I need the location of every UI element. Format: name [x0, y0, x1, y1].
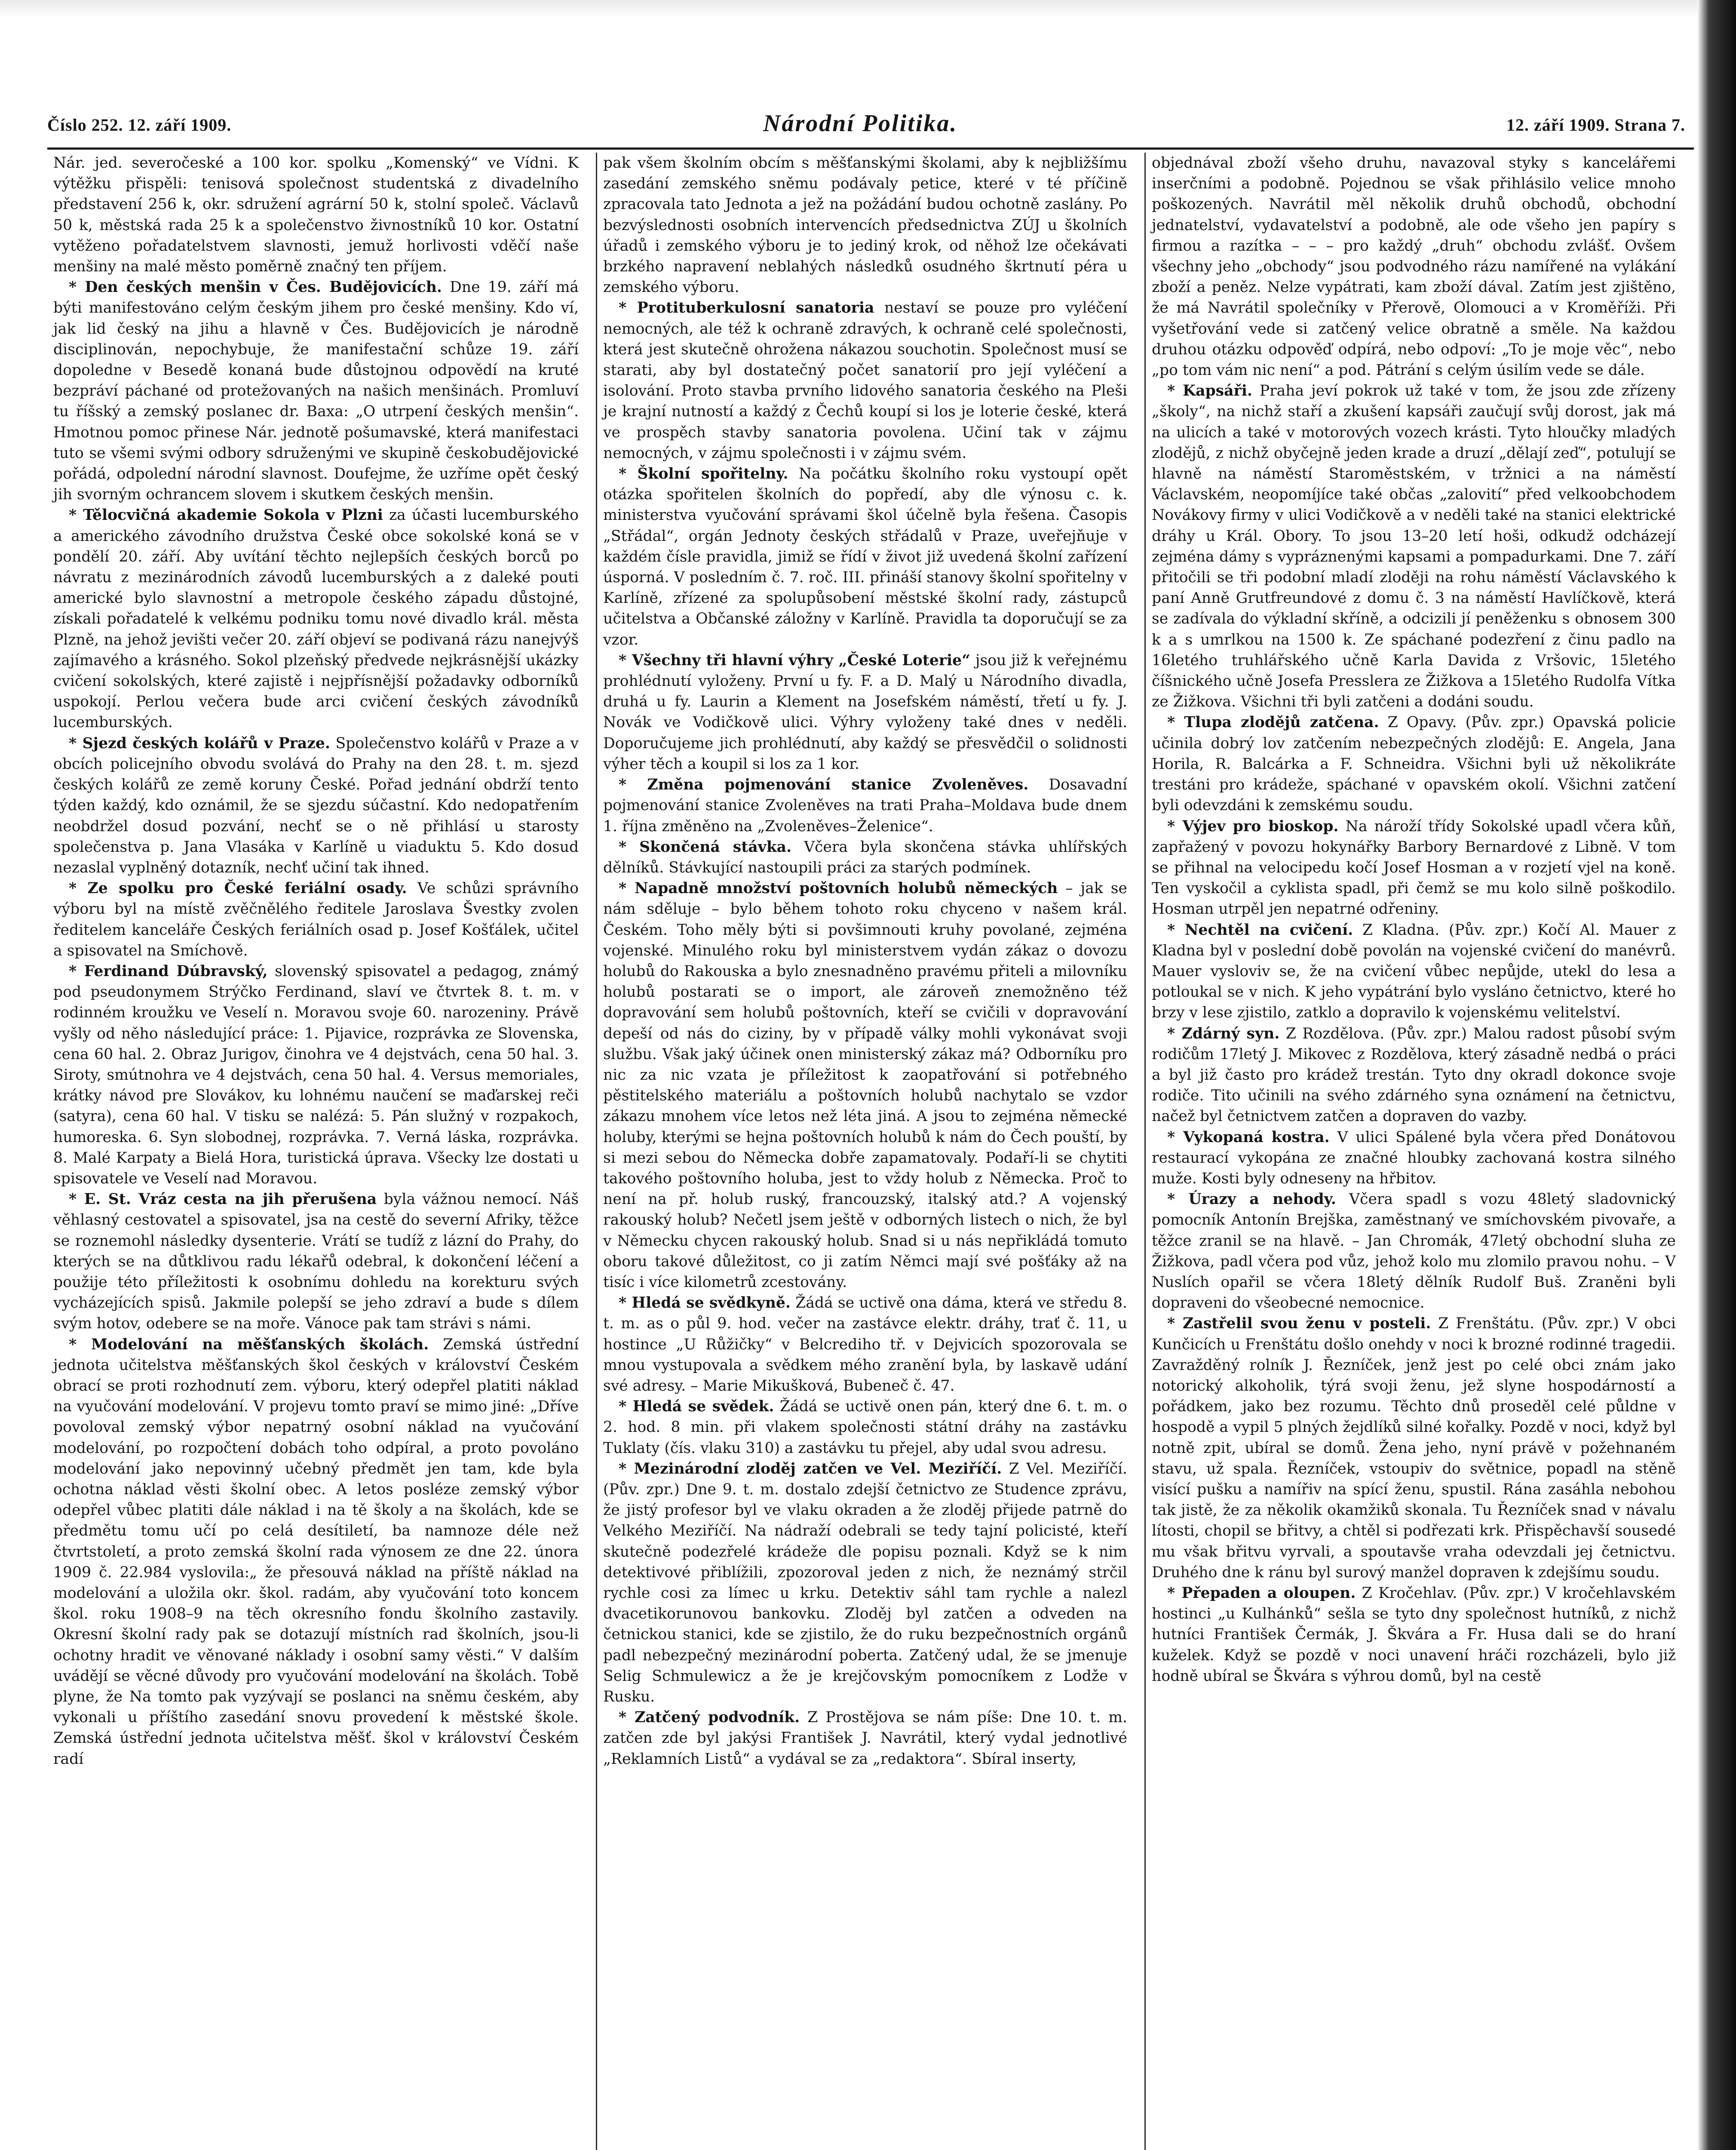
scan-top-edge [0, 0, 1736, 17]
article-paragraph [1152, 1583, 1676, 1686]
article-headline: * Všechny tři hlavní výhry „České Loterie“ [619, 651, 970, 669]
article-text: Včera spadl s vozu 48letý sladovnický pomocník Antonín Brejška, zaměstnaný ve smíchovském pivovaře, a těžce zranil se na hlavě. – Jan Chromák, 47letý obchodní sluha ze Žižkova, padl včera pod vůz, jehož kolo mu zlomilo pravou nohu. – V Nuslích opařil se včera 18letý dělník Rudolf Buš. Zraněni byli dopraveni do všeobecné nemocnice. [1152, 1191, 1676, 1312]
article-headline: * E. St. Vráz cesta na jih přerušena [69, 1191, 377, 1208]
column-2 [596, 153, 1133, 2150]
article-text: Z Kročehlav. (Pův. zpr.) V kročehlavském hostinci „u Kulhánků“ sešla se tyto dny společnost hutníků, z nichž hutníci František Čermák, J. Škvára a Fr. Husa dali se do hraní kuželek. Když se pozdě v noci unavení hráči rozcházeli, bylo již hodně ubíral se Škvára s výhrou domů, byl na cestě [1152, 1585, 1676, 1685]
article-headline: * Přepaden a oloupen. [1167, 1585, 1356, 1602]
article-text: Z Vel. Meziříčí. (Pův. zpr.) Dne 9. t. m. dostalo zdejší četnictvo ze Studence zprávu, že jistý profesor byl ve vlaku okraden a že zloděj přijede patrně do Velkého Meziříčí. Na nádraží odebrali se tedy tajní policisté, kteří skutečně podezřelé krádeže dle popisu poznali. Když se k nim detektivové přiblížili, zpozoroval jeden z nich, že neznámý strčil rychle cosi za límec u krku. Detektiv sáhl tam rychle a nalezl dvacetikorunovou bankovku. Zloděj byl zatčen a odveden na četnickou stanici, kde se zjistilo, že do ruku bezpečnostních orgánů padl nebezpečný mezinárodní poberta. Zatčený udal, že se jmenuje Selig Schmulewicz a že je krejčovským pomocníkem z Lodže v Rusku. [603, 1460, 1128, 1706]
article-text: Společenstvo kolářů v Praze a v obcích policejního obvodu svolává do Prahy na den 28. t. m. sjezd českých kolářů ze země koruny České. Pořad jednání obdrží tento týden každý, kdo oznámil, že se sjezdu súčastní. Kdo nedopatřením neobdržel dosud pozvání, nechť se o ně přihlásí u starosty společenstva p. Jana Vlasáka v Karlíně u viaduktu 5. Kdo dosud nezaslal vyplněný dotazník, nechť učiní tak ihned. [53, 734, 579, 876]
article-text: Z Prostějova se nám píše: Dne 10. t. m. zatčen zde byl jakýsi František J. Navrátil, který vydal jednotlivé „Reklamních Listů“ a vydával se za „redaktora“. Sbíral inserty, [603, 1709, 1127, 1768]
article-paragraph [603, 1707, 1127, 1769]
article-paragraph [603, 153, 1127, 298]
article-paragraph [53, 1189, 579, 1334]
article-text: Na nároží třídy Sokolské upadl včera kůň, zapřažený v povozu hokynářky Barbory Bernardové z Libně. V tom se přihnal na velocipedu kočí Josef Hosman a v rozjetí vjel na koně. Ten vyskočil a cyklista spadl, při čemž se mu kolo silně poškodilo. Hosman utrpěl jen nepatrné odřeniny. [1152, 817, 1676, 918]
article-paragraph [1152, 816, 1676, 920]
article-headline: * Zdárný syn. [1167, 1025, 1280, 1042]
article-paragraph [603, 464, 1127, 650]
article-text: V ulici Spálené byla včera před Donátovou restaurací vykopána ze značné hloubky zachovaná kostra silného muže. Kosti byly odneseny na hřbitov. [1152, 1128, 1676, 1187]
article-text: objednával zboží všeho druhu, navazoval styky s kancelářemi inserčními a podobně. Pojednou se však přihlásilo velice mnoho poškozených. Navrátil měl několik druhů obchodů, obchodní jednatelství, vydavatelství a podobně, ale ode všeho jen papíry s firmou a razítka – – – pro každý „druh“ obchodu zvlášť. Ovšem všechny jeho „obchody“ jsou podvodného rázu namířené na vylákání zboží a peněz. Nelze vypátrati, kam zboží dával. Zatím jest zjištěno, že má Navrátil společníky v Přerově, Olomouci a v Kroměříži. Při vyšetřování vede si zatčený velice obratně a směle. Na každou druhou otázku odpověď odpírá, nebo odpoví: „To je moje věc“, nebo „po tom vám nic není“ a pod. Pátrání s celým úsilím vede se dále. [1152, 154, 1676, 379]
article-headline: * Výjev pro bioskop. [1167, 817, 1339, 835]
article-paragraph [603, 837, 1127, 878]
article-text: Ve schůzi správního výboru byl na místě zvěčnělého ředitele Jaroslava Švestky zvolen ředitelem kanceláře Českých feriálních osad p. Josef Košťálek, učitel a spisovatel na Smíchově. [53, 880, 579, 959]
article-headline: * Den českých menšin v Čes. Budějovicích. [69, 279, 442, 296]
article-headline: * Kapsáři. [1167, 382, 1252, 400]
article-paragraph [1152, 1023, 1676, 1127]
article-text: Žádá se uctivě ona dáma, která ve středu 8. t. m. as o půl 9. hod. večer na zastávce elektr. dráhy, trať č. 11, u hostince „U Růžičky“ v Belcrediho tř. v Dejvicích spozorovala se mnou vystupovala a svědkem mého zranění byla, by laskavě udání své adresy. – Marie Mikušková, Bubeneč č. 47. [603, 1294, 1127, 1394]
article-paragraph [603, 1293, 1127, 1396]
article-paragraph [53, 505, 579, 733]
article-headline: * Změna pojmenování stanice Zvoleněves. [619, 776, 1029, 794]
article-headline: * Skončená stávka. [619, 838, 792, 856]
newspaper-title: Národní Politika. [763, 110, 958, 137]
article-headline: * Ze spolku pro České feriální osady. [69, 880, 407, 897]
article-paragraph [53, 277, 579, 505]
article-paragraph [603, 650, 1127, 774]
article-headline: * Školní spořitelny. [619, 465, 788, 483]
date-and-page: 12. září 1909. Strana 7. [1506, 115, 1685, 135]
article-headline: * Napadně množství poštovních holubů německých [619, 880, 1058, 897]
article-paragraph [603, 1396, 1127, 1459]
article-text: Z Opavy. (Pův. zpr.) Opavská policie učinila dobrý lov zatčením nebezpečných zlodějů: E. Angela, Jana Horila, R. Balcárka a F. Schneidra. Všichni byli už několikráte trestáni pro krádeže, spáchané v opavském okolí. Všichni zatčení byli odevzdáni k zemskému soudu. [1152, 714, 1676, 814]
article-paragraph [53, 961, 579, 1189]
article-text: slovenský spisovatel a pedagog, známý pod pseudonymem Strýčko Ferdinand, slaví ve čtvrtek 8. t. m. v rodinném kroužku ve Veselí n. Moravou svoje 60. narozeniny. Právě vyšly od něho následující práce: 1. Pijavice, rozprávka ze Slovenska, cena 60 hal. 2. Obraz Jurigov, činohra ve 4 dejstvách, cena 50 hal. 3. Siroty, smútnohra ve 4 dejstvách, cena 50 hal. 4. Versus memoriales, krátky návod pre Slovákov, ku lohnému naučení se maďarskej reči (satyra), cena 60 hal. V tisku se nalézá: 5. Pán služný v rozpakoch, humoreska. 6. Syn slobodnej, rozprávka. 7. Verná láska, rozprávka. 8. Malé Karpaty a Bielá Hora, turistická úprava. Všecky lze dostati u spisovatele ve Veselí nad Moravou. [53, 962, 579, 1187]
newspaper-page [47, 110, 1694, 2150]
article-paragraph [1152, 1189, 1676, 1313]
article-paragraph [1152, 712, 1676, 816]
article-paragraph [1152, 153, 1676, 381]
article-text: Žádá se uctivě onen pán, který dne 6. t. m. o 2. hod. 8 min. při vlakem společnosti státní dráhy na zastávku Tuklaty (čís. vlaku 310) a zastávku tu přejel, aby udal svou adresu. [603, 1398, 1127, 1457]
article-text: Z Rozdělova. (Pův. zpr.) Malou radost působí svým rodičům 17letý J. Mikovec z Rozdělova, který zásadně nedbá o práci a byl již často pro krádež trestán. Tyto dny okradl dokonce svoje rodiče. Tito učinili na svého zdárného syna oznámení na četnictvu, načež byl četnictvem zatčen a dopraven do vazby. [1152, 1025, 1676, 1125]
article-text: pak všem školním obcím s měšťanskými školami, aby k nejbližšímu zasedání zemského sněmu podávaly petice, které v té příčině zpracovala tato Jednota a jež na požádání budou ochotně zaslány. Po bezvýslednosti osobních intervencích předsednictva ZÚJ u školních úřadů i zemského výboru je to jediný krok, od něhož lze očekávati brzkého napravení neblahých následků osudného škrtnutí péra u zemského výboru. [603, 154, 1127, 296]
article-headline: * Hledá se svědek. [619, 1398, 774, 1416]
article-columns [47, 153, 1694, 2150]
article-headline: * Mezinárodní zloděj zatčen ve Vel. Meziříčí. [619, 1460, 1002, 1477]
article-text: za účasti lucemburského a amerického závodního družstva České obce sokolské koná se v pondělí 20. září. Aby uvítání těchto nejlepších českých borců po návratu z mezinárodních závodů lucemburských a z daleké pouti americké bylo slavnostní a metropole českého západu důstojné, získali pořadatelé k velkému podniku tomu nové divadlo král. města Plzně, na jehož jevišti večer 20. září objeví se podivaná rázu nanejvýš zajímavého a krásného. Sokol plzeňský předvede nejkrásnější ukázky cvičení sokolských, které zajistě i nejpřísnější požadavky odborníků uspokojí. Perlou večera bude arci cvičení českých závodníků lucemburských. [53, 507, 579, 731]
article-headline: * Ferdinand Dúbravský, [69, 962, 268, 980]
article-headline: * Sjezd českých kolářů v Praze. [69, 734, 330, 752]
article-headline: * Hledá se svědkyně. [619, 1294, 791, 1312]
article-headline: * Tlupa zlodějů zatčena. [1167, 714, 1379, 731]
column-1 [47, 153, 585, 2150]
article-headline: * Nechtěl na cvičení. [1167, 921, 1353, 939]
article-paragraph [1152, 1313, 1676, 1583]
article-text: byla vážnou nemocí. Náš věhlasný cestovatel a spisovatel, jsa na cestě do severní Afriky, těžce se roznemohl následky dysenterie. Vrátí se tudíž z lázní do Prahy, do kterých se na důtklivou radu lékařů odebral, k dokončení léčení a použije této příležitosti k osobnímu dohledu na korekturu svých vycházejících spisů. Jakmile polepší se jeho zdraví a bude s dílem svým hotov, odebere se na moře. Vánoce pak tam strávi s námi. [53, 1191, 579, 1333]
article-text: Zemská ústřední jednota učitelstva měšťanských škol českých v království Českém obrací se proti rozhodnutí zem. výboru, který odepřel platiti náklad na vyučování modelování. V projevu tomto praví se mimo jiné: „Dříve povoloval zemský výbor nepatrný osobní náklad na vyučování modelování, po rozpočtení dobách toho odpíral, a proto povoláno modelování jako nepovinný učebný předmět jen tam, kde byla ochotna náklad věsti školní obec. A letos posléze zemský výbor odepřel vůbec platiti dále náklad i na tě školy a na školách, kde se předmětu tomu učí po celá desítiletí, ba namnoze déle než čtvrtstoletí, a proto zemská školní rada výnosem ze dne 22. února 1909 č. 22.984 vyslovila:„ že přesouvá náklad na příště náklad na modelování a uložila okr. škol. radám, aby vyučování toto koncem škol. roku 1908–9 na těch okresního fondu školního zastavily. Okresní školní rady pak se dotazují místních rad školních, jsou-li ochotny hradit ve věnované náklady i osobní samy věsti.“ V dalším uvádějí se věcné důvody pro vyučování modelování na školách. Tobě plyne, že Na tomto pak vyzývají se poslanci na sněmu českém, aby vykonali u příštího zasedání snovu provedení k městské škole. Zemská ústřední jednota učitelstva měšť. škol v království Českém radí [53, 1336, 579, 1768]
article-paragraph [53, 733, 579, 878]
article-headline: * Zastřelil svou ženu v posteli. [1167, 1315, 1431, 1333]
article-headline: * Vykopaná kostra. [1167, 1128, 1330, 1146]
article-text: jsou již k veřejnému prohlédnutí vyloženy. První u fy. F. a D. Malý u Národního divadla, druhá u fy. Laurin a Klement na Josefském náměstí, třetí u fy. J. Novák ve Vodičkově ulici. Výhry vyloženy také dnes v neděli. Doporučujeme jich prohlédnutí, aby každý se přesvědčil o solidnosti výher těch a koupil si los za 1 kor. [603, 651, 1127, 773]
article-paragraph [1152, 1127, 1676, 1189]
article-paragraph [603, 298, 1127, 464]
article-text: Nár. jed. severočeské a 100 kor. spolku „Komenský“ ve Vídni. K výtěžku přispěli: tenisová společnost studentská z divadelního představení 256 k, okr. sdružení agrární 50 k, stolní společ. Václavů 50 k, městská rada 25 k a společenstvo živnostníků 10 kor. Ostatní vytěženo pořadatelstvem slavnosti, jemuž horlivosti vděčí naše menšiny na malé město poměrně značný ten příjem. [53, 154, 579, 276]
masthead [47, 110, 1694, 140]
article-headline: * Úrazy a nehody. [1167, 1191, 1336, 1208]
issue-number: Číslo 252. 12. září 1909. [47, 115, 232, 135]
article-paragraph [1152, 920, 1676, 1023]
article-text: Praha jeví pokrok už také v tom, že jsou zde zřízeny „školy“, na nichž staří a zkušení kapsáři zaučují svůj dorost, jak má na ulicích a také v motorových vozech krásti. Tyto hloučky mladých zlodějů, z nichž obyčejně jeden krade a druzí „dělají zeď“, potulují se hlavně na náměstí Staroměstském, v tržnici a na náměstí Václavském, neopomíjíce také občas „zalovití“ před velkoobchodem Novákovy firmy v ulici Vodičkově a v neděli také na stanici elektrické dráhy u Král. Obory. To jsou 13–20 letí hoši, odkudž odcházejí zejména dámy s vypráznenými kapsami a pompadurkami. Dne 7. září přitočili se tři podobní mladí zloději na rohu náměstí Václavského k paní Anně Grutfreundové z domu č. 3 na náměstí Havlíčkově, která se zadívala do výkladní skříně, a odcizili jí peněženku s obnosem 300 k a s umrlkou na 1500 k. Ze spáchané podezření z činu padlo na 16letého truhlářského učně Karla Davida z Vršovic, 15letého číšnického učně Josefa Presslera ze Žižkova a 15letého Rudolfa Vítka ze Žižkova. Všichni tři byli zatčeni a dodáni soudu. [1152, 382, 1676, 711]
article-text: Včera byla skončena stávka uhlířských dělníků. Stávkující nastoupili práci za starých podmínek. [603, 838, 1127, 876]
article-headline: * Tělocvičná akademie Sokola v Plzni [69, 507, 383, 524]
article-paragraph [1152, 381, 1676, 712]
article-paragraph [603, 1459, 1127, 1707]
article-text: Dne 19. září má býti manifestováno celým českým jihem pro české menšiny. Kdo ví, jak lid český na jihu a hlavně v Čes. Budějovicích je národně disciplinován, nepochybuje, že manifestační schůze 19. září dopoledne v Besedě konaná bude důstojnou odpovědí na kruté bezpráví páchané od protežovaných na našich menšinách. Promluví tu říšský a zemský poslanec dr. Baxa: „O utrpení českých menšin“. Hmotnou pomoc přinese Nár. jednotě pošumavské, která manifestaci tuto se všemi svými odbory sdruženými ve skupině českobudějovické pořádá, odpolední národní slavnost. Doufejme, že uzříme opět český jih svorným ochrancem slovem i skutkem českých menšin. [53, 279, 579, 504]
column-3 [1144, 153, 1682, 2150]
article-text: Z Frenštátu. (Pův. zpr.) V obci Kunčicích u Frenštátu došlo onehdy v noci k brozné rodinné tragedii. Zavražděný rolník J. Řezníček, jenž jest po celé obci znám jako notorický alkoholik, týrá svoji ženu, jež slyne hospodárností a pořádkem, jako bez rozumu. Těchto dnů proseděl celé půldne v hospodě a vypil 5 plných žejdlíků silné kořalky. Pozdě v noci, když byl notně zpit, ubíral se domů. Žena jeho, nyní právě v požehnaném stavu, už spala. Řezníček, vstoupiv do světnice, popadl na stěně visící pušku a namířiv na spící ženu, spustil. Rána zasáhla nebohou tak jistě, že za několik okamžiků skonala. Tu Řezníček snad v návalu lítosti, chopil se břitvy, a chtěl si podřezati krk. Přispěchavší sousedé mu však břitvu vyrvali, a spoutavše vraha odevzdali jej četnictvu. Druhého dne k ránu byl surový manžel dopraven k zdejšímu soudu. [1152, 1315, 1676, 1581]
article-text: Dosavadní pojmenování stanice Zvoleněves na trati Praha–Moldava bude dnem 1. října změněno na „Zvoleněves–Želenice“. [603, 776, 1127, 835]
article-headline: * Zatčený podvodník. [619, 1709, 800, 1726]
article-paragraph [53, 1334, 579, 1769]
article-paragraph [603, 774, 1127, 837]
article-paragraph [53, 878, 579, 961]
article-headline: * Protituberkulosní sanatoria [619, 299, 874, 317]
article-text: nestaví se pouze pro vyléčení nemocných, ale též k ochraně zdravých, k ochraně celé společnosti, která jest skutečně ohrožena nákazou souchotin. Společnost musí se starati, aby byl dostatečný počet sanatorií pro její vyléčení a isolování. Proto stavba prvního lidového sanatoria českého na Pleši je krajní nutností a každý z Čechů koupí si los je loterie české, která ve prospěch stavby sanatoria povolena. Učiní tak v zájmu nemocných, v zájmu společnosti i v zájmu svém. [603, 299, 1128, 462]
header-rule [47, 147, 1694, 150]
scan-right-edge [1697, 0, 1736, 2150]
article-paragraph [53, 153, 579, 277]
article-text: Na počátku školního roku vystoupí opět otázka spořitelen školních do popředí, aby dle výnosu c. k. ministerstva vyučování správami škol účelně byla řešena. Časopis „Střádal“, orgán Jednoty českých střádalů v Praze, uveřejňuje v každém čísle pravidla, jimiž se řídí v život již uvedená školní zařízení úsporná. V posledním č. 7. roč. III. přináší stanovy školní spořitelny v Karlíně, zřízené za spolupůsobení městské školní rady, zástupců učitelstva a Občanské záložny v Karlíně. Pravidla ta doporučují se za vzor. [603, 465, 1127, 648]
article-paragraph [603, 878, 1127, 1293]
article-text: Z Kladna. (Pův. zpr.) Kočí Al. Mauer z Kladna byl v poslední době povolán na vojenské cvičení do manévrů. Mauer vysloviv se, že na cvičení vůbec nepůjde, utekl do lesa a potloukal se v nich. K jeho vypátrání bylo vysláno četnictvo, které ho brzy v lese zjistilo, zatklo a dopravilo k vojenskému velitelství. [1152, 921, 1676, 1022]
article-headline: * Modelování na měšťanských školách. [69, 1336, 429, 1353]
article-text: – jak se nám sděluje – bylo během tohoto roku chyceno v našem král. Českém. Toho měly býti si povšimnouti kruhy povolané, zejména vojenské. Minulého roku byl ministerstvem vydán zákaz o dovozu holubů do Rakouska a bylo znesnadněno pravému přiteli a milovníku holubů postarati se o import, ale zároveň znemožněno též dopravování sem holubů poštovních, kteří se cvičili v dopravování depeší od nás do ciziny, by v případě války mohli vykonávat svoji službu. Však jaký účinek onen ministerský zákaz má? Odborníku pro nic za nic vzata je příležitost k zaopatřování si potřebného pěstitelského materiálu a poštovních holubů nachytalo se vzdor zákazu mnohem více letos než léta jiná. A jsou to zejména německé holuby, kterými se hejna poštovních holubů k nám do Čech pouští, by si mezi sebou do Německa dobře zapamatovaly. Podaří-li se chytiti takového poštovního holuba, jest to vždy holub z Německa. Proč to není na př. holub ruský, francouzský, italský atd.? A vojenský rakouský holub? Nečetl jsem ještě v odborných listech o nich, že byl v Německu chycen rakouský holub. Snad si u nás nepřikládá tomuto oboru takové důležitost, co ji zatím Němci mají své pošťáky až na tisíc i více kilometrů zcestovány. [603, 880, 1127, 1291]
